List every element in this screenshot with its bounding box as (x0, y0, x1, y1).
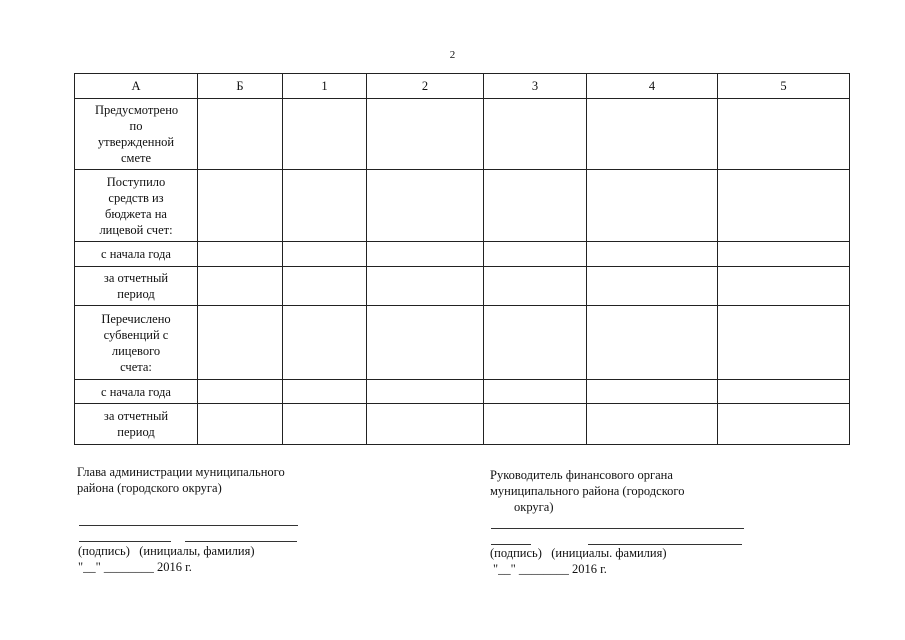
table-cell (198, 242, 283, 267)
table-cell (587, 267, 718, 306)
row-label-text: за отчетный период (103, 271, 169, 301)
left-title-line1: Глава администрации муниципального (77, 465, 285, 479)
table-header-row (75, 74, 850, 99)
right-signature-title (490, 467, 684, 515)
table-cell (198, 170, 283, 242)
table-cell (484, 380, 587, 404)
table-cell (367, 170, 484, 242)
table-cell (587, 242, 718, 267)
table-cell (367, 267, 484, 306)
table-cell (484, 242, 587, 267)
right-signature-caption: (подпись) (инициалы. фамилия) (490, 546, 667, 560)
table-cell (718, 242, 850, 267)
row-label-text: Предусмотрено по утвержденной смете (95, 103, 179, 165)
right-title-line2: муниципального района (городского (490, 484, 685, 498)
left-signature-line (79, 525, 298, 526)
table-cell (283, 242, 367, 267)
column-header: 3 (484, 74, 587, 99)
row-label (75, 170, 198, 242)
table-cell (198, 380, 283, 404)
table-cell (198, 306, 283, 380)
right-signature-subline-2 (588, 544, 742, 545)
table-cell (283, 267, 367, 306)
table-cell (718, 99, 850, 170)
table-cell (484, 306, 587, 380)
table-cell (198, 404, 283, 445)
table-cell (367, 306, 484, 380)
table-row (75, 306, 850, 380)
column-header: 2 (367, 74, 484, 99)
table-cell (198, 99, 283, 170)
left-title-line2: района (городского округа) (77, 481, 222, 495)
table-row (75, 267, 850, 306)
column-header: 5 (718, 74, 850, 99)
table-row (75, 242, 850, 267)
table-cell (718, 380, 850, 404)
left-signature-title (77, 464, 285, 496)
table-cell (587, 404, 718, 445)
row-label (75, 267, 198, 306)
table-cell (283, 380, 367, 404)
table-cell (283, 306, 367, 380)
row-label (75, 99, 198, 170)
table-row (75, 380, 850, 404)
table-row (75, 404, 850, 445)
report-table (74, 73, 850, 445)
column-header: А (75, 74, 198, 99)
right-title-line1: Руководитель финансового органа (490, 468, 673, 482)
row-label-text: Перечислено субвенций с лицевого счета: (101, 311, 171, 374)
column-header: 4 (587, 74, 718, 99)
table-cell (718, 306, 850, 380)
table-cell (718, 404, 850, 445)
table-cell (283, 170, 367, 242)
left-signature-subline-2 (185, 541, 297, 542)
left-signature-subline-1 (79, 541, 171, 542)
right-title-line3: округа) (514, 500, 554, 514)
table-cell (587, 306, 718, 380)
table-cell (718, 267, 850, 306)
table-cell (587, 99, 718, 170)
table-cell (484, 267, 587, 306)
row-label (75, 306, 198, 380)
table-cell (367, 380, 484, 404)
table-cell (283, 99, 367, 170)
right-signature-date: "__" ________ 2016 г. (493, 562, 607, 576)
row-label-text: Поступило средств из бюджета на лицевой счет: (99, 174, 173, 237)
left-signature-date: "__" ________ 2016 г. (78, 560, 192, 574)
column-header: Б (198, 74, 283, 99)
row-label-text: за отчетный период (103, 409, 169, 439)
left-signature-caption: (подпись) (инициалы, фамилия) (78, 544, 255, 558)
table-cell (283, 404, 367, 445)
table-cell (367, 99, 484, 170)
table-row (75, 170, 850, 242)
row-label (75, 404, 198, 445)
table-row (75, 99, 850, 170)
page-number: 2 (449, 49, 456, 61)
table-cell (484, 170, 587, 242)
table-cell (367, 242, 484, 267)
table-cell (718, 170, 850, 242)
table-cell (367, 404, 484, 445)
table-cell (198, 267, 283, 306)
column-header: 1 (283, 74, 367, 99)
right-signature-subline-1 (491, 544, 531, 545)
row-label: с начала года (75, 242, 198, 267)
table-cell (484, 404, 587, 445)
table-cell (484, 99, 587, 170)
table-cell (587, 380, 718, 404)
row-label: с начала года (75, 380, 198, 404)
table-cell (587, 170, 718, 242)
right-signature-line (491, 528, 744, 529)
